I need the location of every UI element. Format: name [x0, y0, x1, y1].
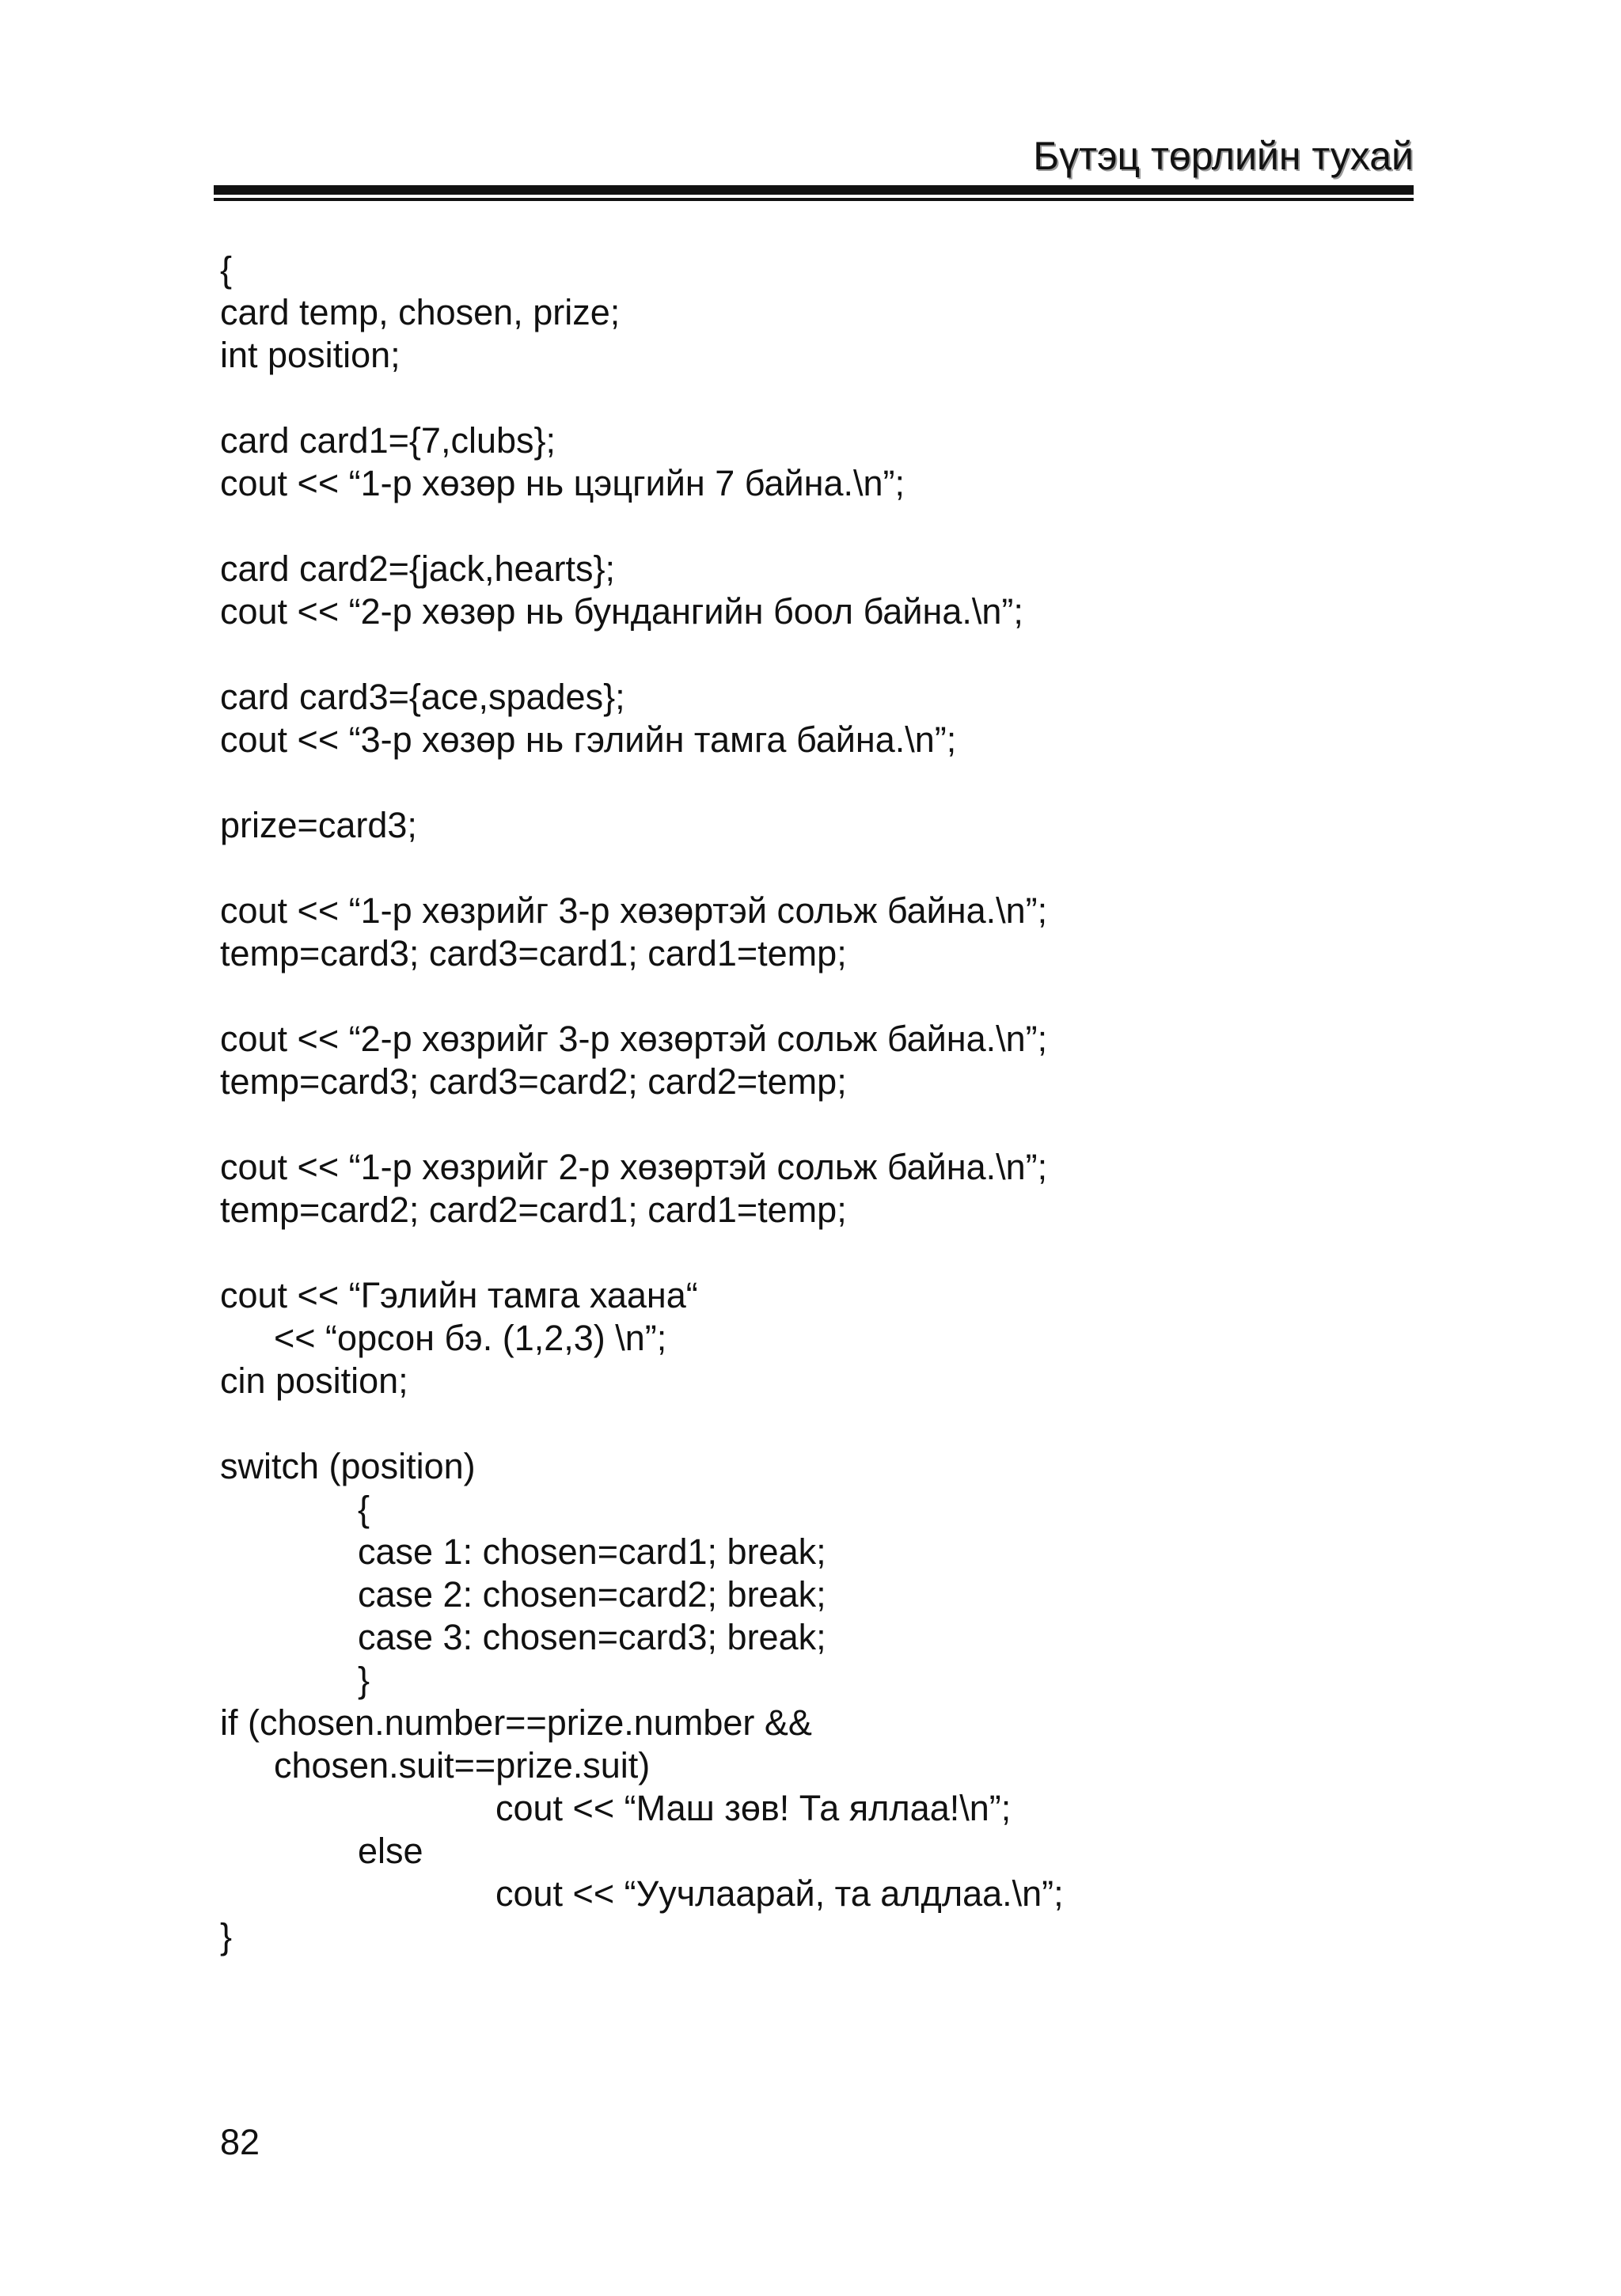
code-line: prize=card3; — [220, 805, 417, 845]
code-line: cout << “3-р хөзөр нь гэлийн тамга байна.\n”; — [220, 719, 957, 760]
code-line: } — [220, 1916, 233, 1956]
running-header-title: Бүтэц төрлийн тухай — [1033, 134, 1414, 178]
code-line: cout << “1-р хөзрийг 2-р хөзөртэй сольж байна.\n”; — [220, 1147, 1048, 1187]
code-line: case 1: chosen=card1; break; — [358, 1531, 826, 1572]
header-rule-thick — [214, 185, 1414, 195]
code-line: { — [220, 249, 233, 290]
code-line: if (chosen.number==prize.number && — [220, 1702, 812, 1743]
code-line: cin position; — [220, 1361, 408, 1401]
code-line: switch (position) — [220, 1446, 476, 1486]
code-line: temp=card3; card3=card2; card2=temp; — [220, 1061, 847, 1102]
blank-code-line — [220, 1402, 1407, 1445]
code-line: cout << “2-р хөзрийг 3-р хөзөртэй сольж байна.\n”; — [220, 1019, 1048, 1059]
code-line: << “орсон бэ. (1,2,3) \n”; — [274, 1318, 667, 1358]
code-line: card card3={ace,spades}; — [220, 677, 625, 717]
code-line: cout << “Гэлийн тамга хаана“ — [220, 1275, 698, 1315]
code-line: card card1={7,clubs}; — [220, 420, 556, 461]
blank-code-line — [220, 1103, 1407, 1146]
code-line: card temp, chosen, prize; — [220, 292, 621, 332]
blank-code-line — [220, 975, 1407, 1018]
code-line: temp=card3; card3=card1; card1=temp; — [220, 933, 847, 973]
blank-code-line — [220, 761, 1407, 804]
blank-code-line — [220, 505, 1407, 548]
blank-code-line — [220, 1231, 1407, 1274]
header-rule-thin — [214, 198, 1414, 201]
code-line: } — [358, 1660, 370, 1700]
code-line: chosen.suit==prize.suit) — [274, 1745, 651, 1786]
code-line: case 3: chosen=card3; break; — [358, 1617, 826, 1657]
blank-code-line — [220, 847, 1407, 890]
code-line: cout << “2-р хөзөр нь бундангийн боол байна.\n”; — [220, 591, 1023, 632]
code-line: cout << “1-р хөзрийг 3-р хөзөртэй сольж байна.\n”; — [220, 890, 1048, 931]
code-line: temp=card2; card2=card1; card1=temp; — [220, 1190, 847, 1230]
code-line: case 2: chosen=card2; break; — [358, 1574, 826, 1615]
blank-code-line — [220, 377, 1407, 419]
page-number: 82 — [220, 2122, 260, 2162]
code-line: int position; — [220, 335, 401, 375]
code-line: else — [358, 1831, 423, 1871]
code-line: cout << “Маш зөв! Та яллаа!\n”; — [495, 1788, 1012, 1828]
code-line: cout << “Уучлаарай, та алдлаа.\n”; — [495, 1873, 1064, 1914]
code-line: card card2={jack,hearts}; — [220, 548, 616, 589]
blank-code-line — [220, 633, 1407, 676]
code-line: cout << “1-р хөзөр нь цэцгийн 7 байна.\n”; — [220, 463, 905, 503]
code-listing — [220, 249, 1407, 1958]
code-line: { — [358, 1489, 370, 1529]
